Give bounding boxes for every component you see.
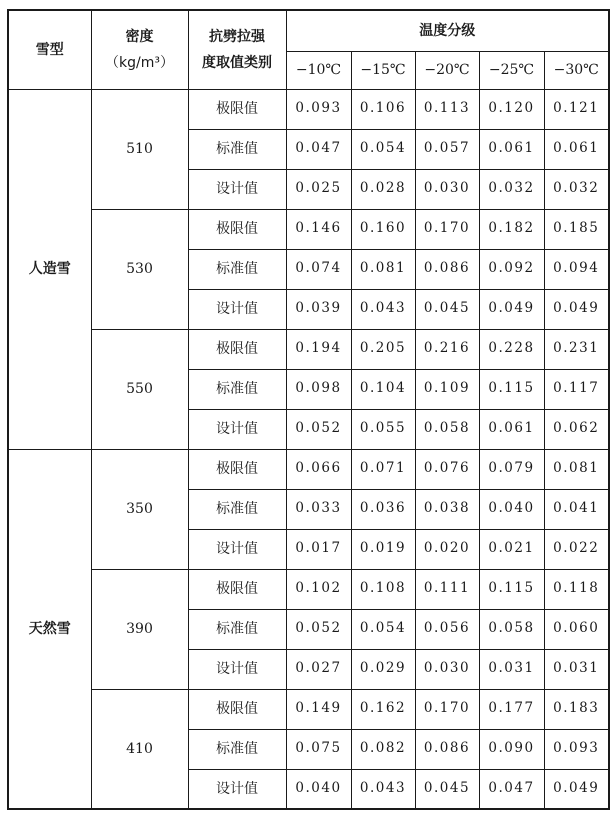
value-cell: 0.045 bbox=[415, 289, 479, 329]
value-cell: 0.075 bbox=[286, 729, 351, 769]
category-cell: 标准值 bbox=[188, 489, 286, 529]
header-temperature-group: 温度分级 bbox=[286, 10, 609, 51]
header-temp-15: −15℃ bbox=[351, 51, 415, 89]
value-cell: 0.027 bbox=[286, 649, 351, 689]
value-cell: 0.182 bbox=[479, 209, 544, 249]
header-density-unit: （kg/m³） bbox=[105, 54, 174, 71]
value-cell: 0.118 bbox=[544, 569, 609, 609]
value-cell: 0.231 bbox=[544, 329, 609, 369]
header-temp-10: −10℃ bbox=[286, 51, 351, 89]
header-temp-20: −20℃ bbox=[415, 51, 479, 89]
table-row bbox=[8, 569, 609, 609]
value-cell: 0.049 bbox=[544, 289, 609, 329]
density-cell: 550 bbox=[91, 329, 188, 449]
value-cell: 0.149 bbox=[286, 689, 351, 729]
value-cell: 0.066 bbox=[286, 449, 351, 489]
table-row bbox=[8, 449, 609, 489]
value-cell: 0.020 bbox=[415, 529, 479, 569]
value-cell: 0.041 bbox=[544, 489, 609, 529]
value-cell: 0.039 bbox=[286, 289, 351, 329]
value-cell: 0.074 bbox=[286, 249, 351, 289]
value-cell: 0.228 bbox=[479, 329, 544, 369]
value-cell: 0.092 bbox=[479, 249, 544, 289]
density-cell: 510 bbox=[91, 89, 188, 209]
value-cell: 0.030 bbox=[415, 169, 479, 209]
value-cell: 0.113 bbox=[415, 89, 479, 129]
density-cell: 390 bbox=[91, 569, 188, 689]
value-cell: 0.043 bbox=[351, 289, 415, 329]
value-cell: 0.038 bbox=[415, 489, 479, 529]
category-cell: 极限值 bbox=[188, 689, 286, 729]
table-row bbox=[8, 329, 609, 369]
header-strength-line1: 抗劈拉强 bbox=[209, 28, 265, 45]
value-cell: 0.047 bbox=[286, 129, 351, 169]
density-cell: 410 bbox=[91, 689, 188, 809]
value-cell: 0.057 bbox=[415, 129, 479, 169]
value-cell: 0.021 bbox=[479, 529, 544, 569]
value-cell: 0.104 bbox=[351, 369, 415, 409]
value-cell: 0.160 bbox=[351, 209, 415, 249]
value-cell: 0.031 bbox=[479, 649, 544, 689]
value-cell: 0.058 bbox=[415, 409, 479, 449]
value-cell: 0.102 bbox=[286, 569, 351, 609]
value-cell: 0.120 bbox=[479, 89, 544, 129]
value-cell: 0.183 bbox=[544, 689, 609, 729]
value-cell: 0.093 bbox=[544, 729, 609, 769]
value-cell: 0.040 bbox=[479, 489, 544, 529]
value-cell: 0.081 bbox=[544, 449, 609, 489]
value-cell: 0.047 bbox=[479, 769, 544, 809]
value-cell: 0.086 bbox=[415, 249, 479, 289]
header-density-label: 密度 bbox=[125, 28, 154, 45]
value-cell: 0.170 bbox=[415, 689, 479, 729]
value-cell: 0.049 bbox=[544, 769, 609, 809]
value-cell: 0.056 bbox=[415, 609, 479, 649]
category-cell: 极限值 bbox=[188, 449, 286, 489]
category-cell: 标准值 bbox=[188, 369, 286, 409]
value-cell: 0.054 bbox=[351, 129, 415, 169]
value-cell: 0.040 bbox=[286, 769, 351, 809]
table-row bbox=[8, 89, 609, 129]
header-temp-30: −30℃ bbox=[544, 51, 609, 89]
value-cell: 0.108 bbox=[351, 569, 415, 609]
value-cell: 0.111 bbox=[415, 569, 479, 609]
value-cell: 0.029 bbox=[351, 649, 415, 689]
value-cell: 0.081 bbox=[351, 249, 415, 289]
value-cell: 0.177 bbox=[479, 689, 544, 729]
table-header bbox=[8, 10, 609, 89]
snow-type-cell: 人造雪 bbox=[8, 89, 91, 449]
density-cell: 350 bbox=[91, 449, 188, 569]
value-cell: 0.115 bbox=[479, 569, 544, 609]
value-cell: 0.025 bbox=[286, 169, 351, 209]
value-cell: 0.170 bbox=[415, 209, 479, 249]
table-row bbox=[8, 689, 609, 729]
category-cell: 设计值 bbox=[188, 529, 286, 569]
value-cell: 0.079 bbox=[479, 449, 544, 489]
value-cell: 0.030 bbox=[415, 649, 479, 689]
value-cell: 0.082 bbox=[351, 729, 415, 769]
category-cell: 极限值 bbox=[188, 329, 286, 369]
value-cell: 0.054 bbox=[351, 609, 415, 649]
header-snow-type: 雪型 bbox=[8, 10, 91, 89]
header-temp-25: −25℃ bbox=[479, 51, 544, 89]
header-density bbox=[91, 10, 188, 89]
value-cell: 0.094 bbox=[544, 249, 609, 289]
value-cell: 0.093 bbox=[286, 89, 351, 129]
value-cell: 0.060 bbox=[544, 609, 609, 649]
value-cell: 0.121 bbox=[544, 89, 609, 129]
value-cell: 0.028 bbox=[351, 169, 415, 209]
value-cell: 0.043 bbox=[351, 769, 415, 809]
value-cell: 0.019 bbox=[351, 529, 415, 569]
category-cell: 标准值 bbox=[188, 729, 286, 769]
value-cell: 0.115 bbox=[479, 369, 544, 409]
category-cell: 设计值 bbox=[188, 769, 286, 809]
value-cell: 0.076 bbox=[415, 449, 479, 489]
value-cell: 0.031 bbox=[544, 649, 609, 689]
value-cell: 0.032 bbox=[479, 169, 544, 209]
snow-strength-table bbox=[7, 9, 610, 810]
value-cell: 0.098 bbox=[286, 369, 351, 409]
table-row bbox=[8, 209, 609, 249]
value-cell: 0.062 bbox=[544, 409, 609, 449]
value-cell: 0.055 bbox=[351, 409, 415, 449]
value-cell: 0.061 bbox=[479, 129, 544, 169]
category-cell: 设计值 bbox=[188, 289, 286, 329]
value-cell: 0.052 bbox=[286, 609, 351, 649]
category-cell: 设计值 bbox=[188, 409, 286, 449]
value-cell: 0.058 bbox=[479, 609, 544, 649]
category-cell: 设计值 bbox=[188, 649, 286, 689]
value-cell: 0.205 bbox=[351, 329, 415, 369]
snow-type-cell: 天然雪 bbox=[8, 449, 91, 809]
header-strength-line2: 度取值类别 bbox=[202, 54, 272, 71]
value-cell: 0.061 bbox=[544, 129, 609, 169]
category-cell: 极限值 bbox=[188, 89, 286, 129]
category-cell: 设计值 bbox=[188, 169, 286, 209]
value-cell: 0.071 bbox=[351, 449, 415, 489]
header-strength-category bbox=[188, 10, 286, 89]
value-cell: 0.106 bbox=[351, 89, 415, 129]
value-cell: 0.036 bbox=[351, 489, 415, 529]
value-cell: 0.049 bbox=[479, 289, 544, 329]
density-cell: 530 bbox=[91, 209, 188, 329]
value-cell: 0.090 bbox=[479, 729, 544, 769]
value-cell: 0.162 bbox=[351, 689, 415, 729]
category-cell: 标准值 bbox=[188, 609, 286, 649]
value-cell: 0.045 bbox=[415, 769, 479, 809]
value-cell: 0.052 bbox=[286, 409, 351, 449]
table-body bbox=[8, 89, 609, 809]
value-cell: 0.117 bbox=[544, 369, 609, 409]
value-cell: 0.216 bbox=[415, 329, 479, 369]
category-cell: 极限值 bbox=[188, 209, 286, 249]
value-cell: 0.033 bbox=[286, 489, 351, 529]
category-cell: 标准值 bbox=[188, 129, 286, 169]
value-cell: 0.185 bbox=[544, 209, 609, 249]
value-cell: 0.061 bbox=[479, 409, 544, 449]
category-cell: 标准值 bbox=[188, 249, 286, 289]
value-cell: 0.017 bbox=[286, 529, 351, 569]
value-cell: 0.086 bbox=[415, 729, 479, 769]
value-cell: 0.146 bbox=[286, 209, 351, 249]
value-cell: 0.022 bbox=[544, 529, 609, 569]
category-cell: 极限值 bbox=[188, 569, 286, 609]
value-cell: 0.194 bbox=[286, 329, 351, 369]
value-cell: 0.109 bbox=[415, 369, 479, 409]
value-cell: 0.032 bbox=[544, 169, 609, 209]
